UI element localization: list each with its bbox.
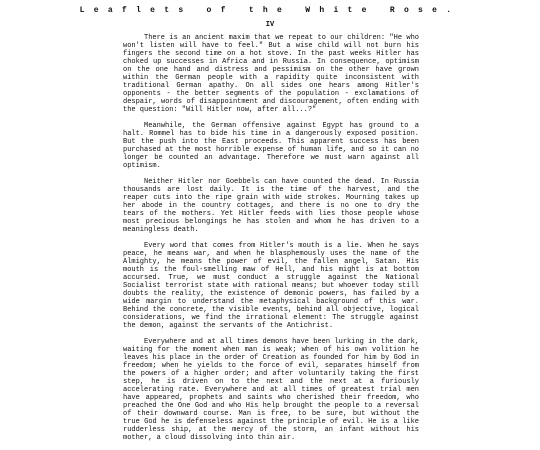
paragraph: Meanwhile, the German offensive against Egypt has ground to a halt. Rommel has to bide his time in a dangerously exposed position. But the push into the East proceeds. This apparent success has been purchased at the most horrible expense of human life, and so it can no longer be counted an advantage. Therefore we must warn against all optimism. bbox=[123, 122, 419, 170]
paragraph: Every word that comes from Hitler's mouth is a lie. When he says peace, he means war, and when he blasphemously uses the name of the Almighty, he means the power of evil, the fallen angel, Satan. His mouth is the foul-smelling maw of Hell, and his might is at bottom accursed. True, we must conduct a struggle against the National Socialist terrorist state with rational means; but whoever today still doubts the reality, the existence of demonic powers, has failed by a wide margin to understand the metaphysical background of this war. Behind the concrete, the visible events, behind all objective, logical considerations, we find the irrational element: The struggle against the demon, against the servants of the Antichrist. bbox=[123, 242, 419, 330]
paragraph: Neither Hitler nor Goebbels can have counted the dead. In Russia thousands are lost daily. It is the time of the harvest, and the reaper cuts into the ripe grain with wide strokes. Mourning takes up her abode in the country cottages, and there is no one to dry the tears of the mothers. Yet Hitler feeds with lies those people whose most precious belongings he has stolen and whom he has driven to a meaningless death. bbox=[123, 178, 419, 234]
paragraph: There is an ancient maxim that we repeat to our children: "He who won't listen will have to feel." But a wise child will not burn his fingers the second time on a hot stove. In the past weeks Hitler has choked up successes in Africa and in Russia. In consequence, optimism on the one hand and distress and pessimism on the other have grown within the German people with a rapidity quite inconsistent with traditional German apathy. On all sides one hears among Hitler's opponents - the better segments of the population - exclamations of despair, words of disappointment and discouragement, often ending with the question: "Will Hitler now, after all...?" bbox=[123, 34, 419, 114]
paragraph: Everywhere and at all times demons have been lurking in the dark, waiting for the moment when man is weak; when of his own volition he leaves his place in the order of Creation as founded for him by God in freedom; when he yields to the force of evil, separates himself from the powers of a higher order; and after voluntarily taking the first step, he is driven on to the next and the next at a furiously accelerating rate. Everywhere and at all times of greatest trial men have appeared, prophets and saints who cherished their freedom, who preached the One God and who His help brought the people to a reversal of their downward course. Man is free, to be sure, but without the true God he is defenseless against the principle of evil. He is a like rudderless ship, at the mercy of the storm, an infant without his mother, a cloud dissolving into thin air. bbox=[123, 338, 419, 442]
section-number: IV bbox=[265, 21, 275, 29]
document-body bbox=[123, 34, 419, 450]
document-title: Leaflets of the White Rose. bbox=[79, 6, 461, 15]
